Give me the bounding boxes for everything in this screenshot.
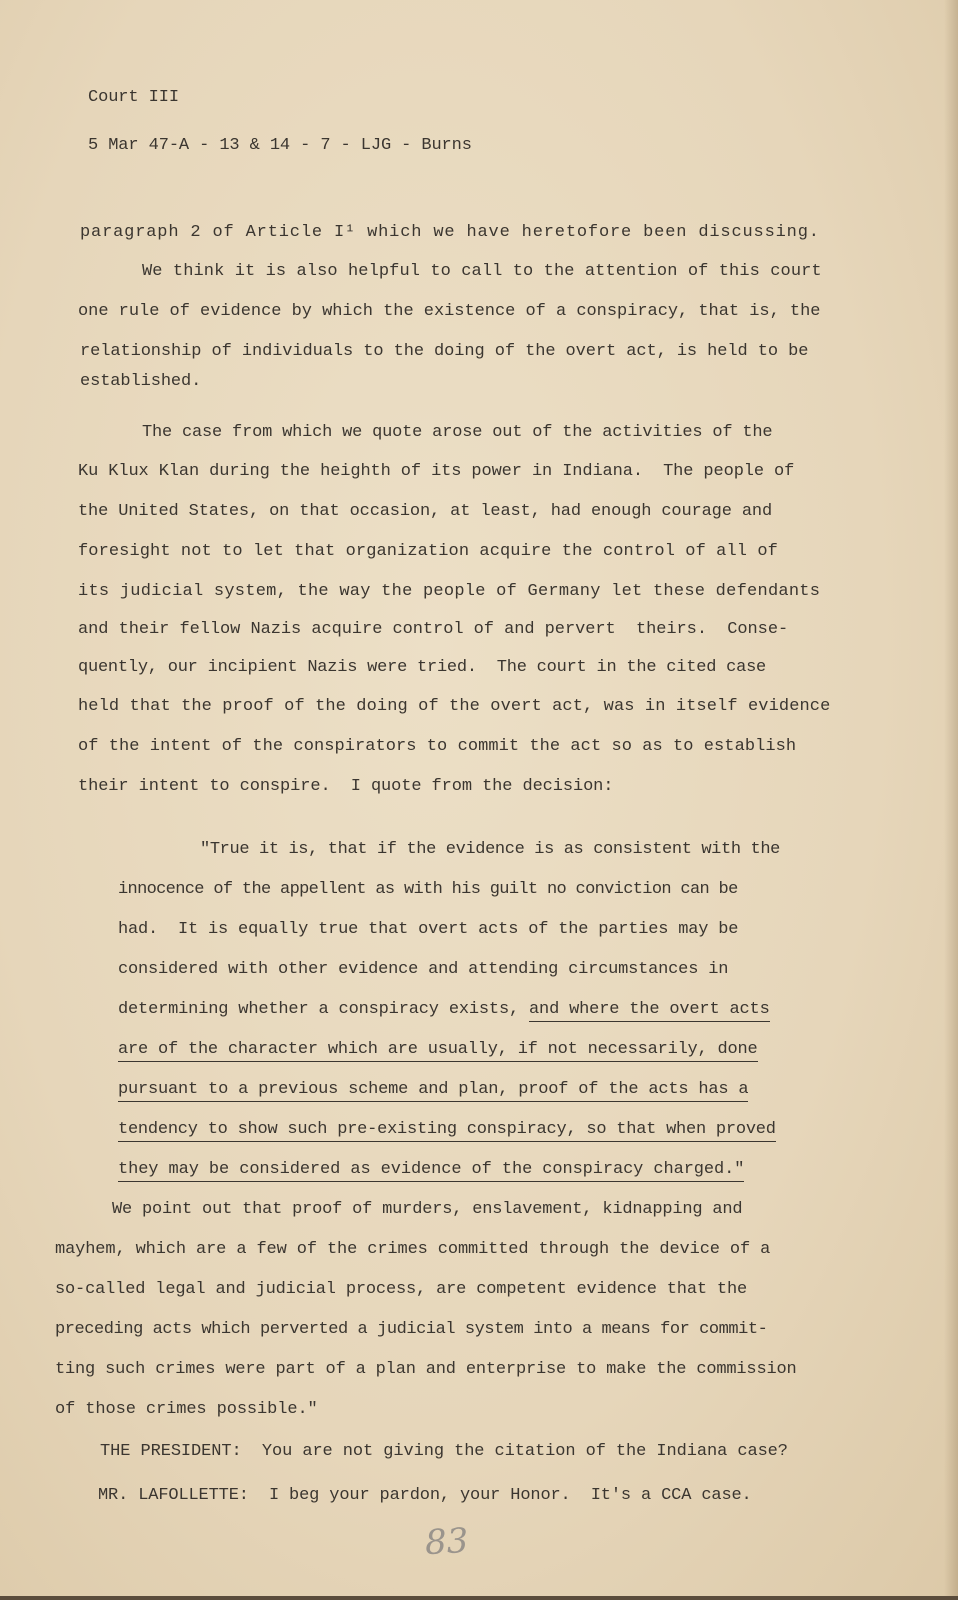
- line-text: the United States, on that occasion, at least, had enough courage and: [78, 502, 773, 521]
- text-line: [78, 502, 772, 522]
- text-line: [78, 620, 788, 640]
- line-text: MR. LAFOLLETTE: I beg your pardon, your Honor. It's a CCA case.: [98, 1486, 752, 1505]
- line-text: THE PRESIDENT: You are not giving the citation of the Indiana case?: [100, 1442, 788, 1461]
- line-text: its judicial system, the way the people of Germany let these defendants: [78, 582, 821, 601]
- handwritten-page-number: 83: [423, 1520, 470, 1564]
- text-line: [55, 1400, 318, 1420]
- text-line: [55, 1240, 770, 1260]
- text-line: [55, 1320, 767, 1340]
- line-text: had. It is equally true that overt acts of the parties may be: [118, 920, 739, 939]
- line-text: considered with other evidence and attending circumstances in: [118, 960, 729, 979]
- underlined-text: they may be considered as evidence of the conspiracy charged.": [118, 1160, 744, 1182]
- text-line: [118, 920, 738, 940]
- text-line: [80, 223, 820, 243]
- text-line: [78, 777, 613, 797]
- text-line: [78, 462, 794, 482]
- underlined-text: and where the overt acts: [529, 1000, 770, 1022]
- text-line: [118, 880, 738, 900]
- line-text: "True it is, that if the evidence is as consistent with the: [200, 840, 780, 859]
- line-text: of those crimes possible.": [55, 1400, 318, 1419]
- line-text: paragraph 2 of Article I¹ which we have heretofore been discussing.: [80, 223, 820, 242]
- line-text: quently, our incipient Nazis were tried. The court in the cited case: [78, 658, 767, 677]
- underlined-text: are of the character which are usually, if not necessarily, done: [118, 1040, 758, 1062]
- line-text: Ku Klux Klan during the heighth of its power in Indiana. The people of: [78, 462, 795, 481]
- text-line: [118, 1160, 744, 1180]
- text-line: [100, 1442, 788, 1462]
- line-text: held that the proof of the doing of the overt act, was in itself evidence: [78, 697, 831, 716]
- line-text: preceding acts which perverted a judicial system into a means for commit-: [55, 1320, 768, 1339]
- text-line: [112, 1200, 742, 1220]
- text-line: [78, 302, 820, 322]
- line-text: established.: [80, 372, 202, 391]
- line-text: and their fellow Nazis acquire control of and pervert theirs. Conse-: [78, 620, 789, 639]
- text-line: [78, 697, 830, 717]
- line-text: relationship of individuals to the doing of the overt act, is held to be: [80, 342, 809, 361]
- underlined-text: pursuant to a previous scheme and plan, proof of the acts has a: [118, 1080, 748, 1102]
- text-line: [78, 582, 820, 602]
- text-line: [78, 658, 766, 678]
- underlined-text: tendency to show such pre-existing conspiracy, so that when proved: [118, 1120, 776, 1142]
- line-text: We point out that proof of murders, enslavement, kidnapping and: [112, 1200, 743, 1219]
- text-line: [98, 1486, 752, 1506]
- text-line: [55, 1360, 797, 1380]
- text-line: [118, 1000, 770, 1020]
- line-text: We think it is also helpful to call to the attention of this court: [142, 262, 822, 281]
- text-line: [118, 960, 728, 980]
- text-line: [80, 372, 201, 392]
- text-line: [78, 542, 778, 562]
- session-reference: 5 Mar 47-A - 13 & 14 - 7 - LJG - Burns: [88, 136, 472, 155]
- line-text: determining whether a conspiracy exists,: [118, 1000, 530, 1019]
- text-line: [80, 342, 808, 362]
- text-line: [118, 1120, 776, 1140]
- court-heading: Court III: [88, 88, 179, 107]
- line-text: their intent to conspire. I quote from the decision:: [78, 777, 614, 796]
- text-line: [55, 1280, 747, 1300]
- line-text: innocence of the appellent as with his guilt no conviction can be: [118, 880, 738, 899]
- text-line: [78, 737, 796, 757]
- line-text: The case from which we quote arose out of the activities of the: [142, 423, 773, 442]
- line-text: ting such crimes were part of a plan and enterprise to make the commission: [55, 1360, 797, 1379]
- text-line: [142, 423, 772, 443]
- text-line: [118, 1080, 748, 1100]
- line-text: mayhem, which are a few of the crimes committed through the device of a: [55, 1240, 771, 1259]
- page-edge-shadow: [944, 0, 958, 1600]
- line-text: one rule of evidence by which the existence of a conspiracy, that is, the: [78, 302, 821, 321]
- page-bottom-edge: [0, 1596, 958, 1600]
- text-line: [118, 1040, 758, 1060]
- line-text: foresight not to let that organization acquire the control of all of: [78, 542, 778, 561]
- text-line: [142, 262, 822, 282]
- line-text: so-called legal and judicial process, are competent evidence that the: [55, 1280, 748, 1299]
- line-text: of the intent of the conspirators to commit the act so as to establish: [78, 737, 797, 756]
- text-line: [200, 840, 780, 860]
